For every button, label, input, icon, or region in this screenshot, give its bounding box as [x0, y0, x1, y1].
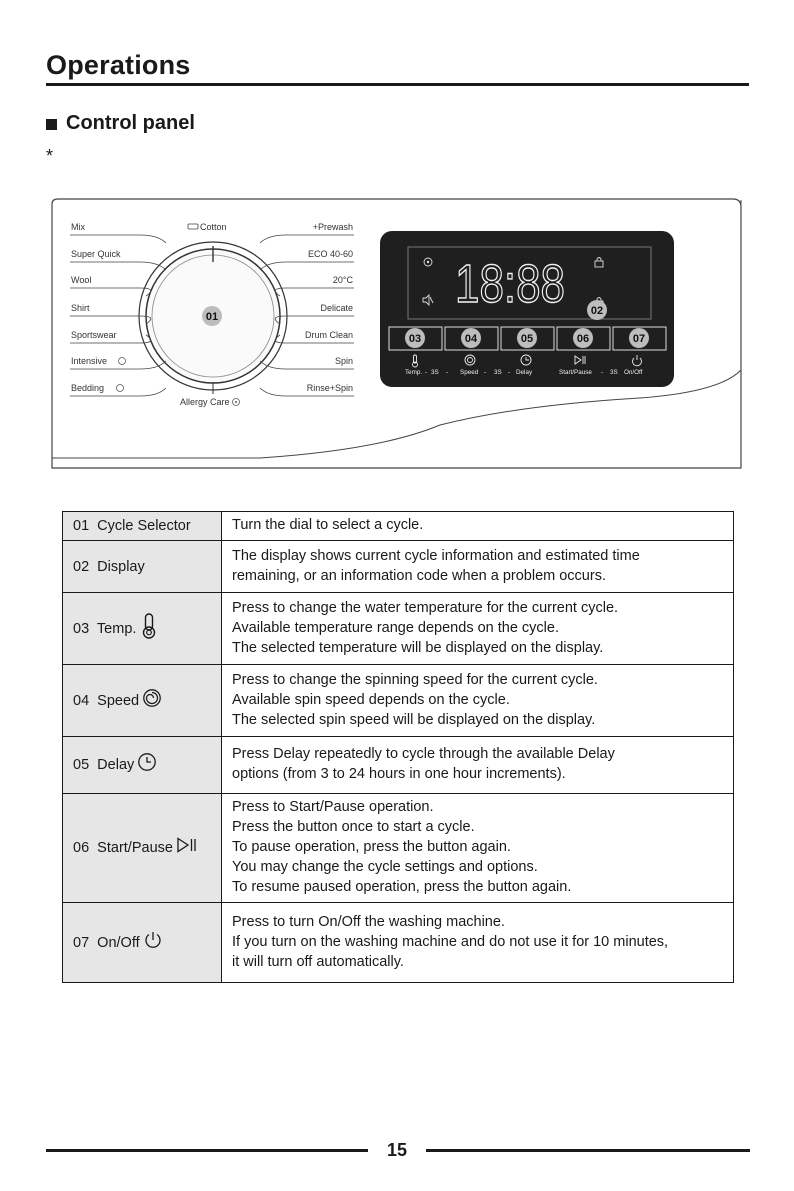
control-description-cell	[222, 512, 734, 541]
program-label: 20°C	[332, 275, 353, 285]
description-line: Press Delay repeatedly to cycle through the available Delay	[232, 746, 615, 762]
speed-label: Speed	[460, 369, 479, 376]
program-label: Sportswear	[71, 330, 117, 340]
description-line: remaining, or an information code when a problem occurs.	[232, 567, 606, 584]
control-label: 05 Delay	[73, 756, 135, 773]
footnote-marker: *	[46, 146, 54, 166]
program-label: Intensive	[71, 356, 108, 366]
control-label-cell	[63, 794, 222, 903]
svg-text:-: -	[425, 369, 428, 376]
control-description-cell	[222, 665, 734, 737]
control-description-cell	[222, 541, 734, 593]
control-description-table	[62, 511, 734, 983]
description-line: Press to change the water temperature for the current cycle.	[232, 599, 619, 616]
section-title: Control panel	[66, 112, 195, 134]
control-description-cell	[222, 903, 734, 983]
svg-text:-: -	[601, 369, 604, 376]
callout-01	[202, 306, 222, 326]
steam-icon	[117, 385, 124, 392]
leader-line	[260, 235, 354, 243]
program-label: Bedding	[71, 383, 105, 393]
description-line: Turn the dial to select a cycle.	[232, 517, 424, 533]
description-line: Press the button once to start a cycle.	[232, 819, 475, 835]
callout-number: 06	[576, 333, 590, 345]
description-line: The display shows current cycle information and estimated time	[232, 547, 640, 564]
svg-text:-: -	[508, 369, 511, 376]
leader-line	[260, 262, 354, 270]
control-label-cell	[63, 665, 222, 737]
steam-icon	[119, 358, 126, 365]
program-allergy-care	[180, 397, 240, 407]
control-label: 03 Temp.	[73, 620, 137, 637]
control-label: 01 Cycle Selector	[73, 518, 191, 534]
program-label: Cotton	[200, 222, 227, 232]
control-description-cell	[222, 593, 734, 665]
footer-rule-left	[46, 1149, 368, 1152]
program-label: Wool	[71, 275, 92, 285]
description-line: options (from 3 to 24 hours in one hour increments).	[232, 766, 566, 782]
control-label-cell	[63, 737, 222, 794]
description-line: The selected temperature will be displayed on the display.	[232, 639, 604, 656]
delay-label: Delay	[516, 369, 533, 376]
table-row	[63, 541, 734, 593]
callout-number: 03	[408, 333, 422, 345]
program-label: Mix	[71, 222, 85, 232]
temp-hold-label: 3S	[431, 369, 439, 376]
leader-line	[70, 288, 151, 296]
table-row	[63, 903, 734, 983]
table-row	[63, 665, 734, 737]
svg-text:01: 01	[205, 311, 219, 323]
program-label: Shirt	[71, 303, 90, 313]
callout-number: 04	[464, 333, 478, 345]
control-label: 06 Start/Pause	[73, 839, 173, 856]
description-line: it will turn off automatically.	[232, 953, 404, 970]
leader-line	[70, 235, 166, 243]
svg-text:02: 02	[590, 305, 604, 317]
program-label: Drum Clean	[304, 330, 353, 340]
svg-text:-: -	[446, 369, 449, 376]
power-icon	[143, 930, 163, 956]
description-line: To pause operation, press the button again.	[232, 839, 511, 855]
page-number: 15	[387, 1140, 408, 1160]
speed-hold-label: 3S	[494, 369, 502, 376]
start-pause-label: Start/Pause	[559, 369, 592, 376]
description-line: Available temperature range depends on the cycle.	[232, 619, 560, 636]
leader-line	[70, 262, 166, 270]
svg-text:-: -	[484, 369, 487, 376]
description-line: If you turn on the washing machine and do not use it for 10 minutes,	[232, 933, 669, 950]
description-line: Available spin speed depends on the cycle.	[232, 691, 510, 708]
temp-label: Temp.	[405, 369, 423, 376]
control-label: 02 Display	[73, 558, 145, 575]
display-digits: 18:88	[455, 254, 565, 314]
description-line: Press to change the spinning speed for the current cycle.	[232, 671, 598, 688]
description-line: The selected spin speed will be displayed on the display.	[232, 711, 596, 728]
control-description-cell	[222, 794, 734, 903]
callout-number: 05	[520, 333, 534, 345]
allergy-care-icon	[233, 399, 240, 406]
control-label: 04 Speed	[73, 692, 140, 709]
table-row	[63, 737, 734, 794]
control-label-cell	[63, 903, 222, 983]
program-label: Delicate	[320, 303, 353, 313]
table-row	[63, 512, 734, 541]
description-line: Press to Start/Pause operation.	[232, 799, 434, 815]
program-label: Super Quick	[71, 249, 121, 259]
table-row	[63, 794, 734, 903]
callout-02	[587, 300, 607, 320]
thermometer-icon	[139, 612, 159, 646]
page-title: Operations	[46, 50, 191, 80]
clock-icon	[137, 752, 157, 778]
table-row	[63, 593, 734, 665]
program-label: Rinse+Spin	[306, 383, 353, 393]
program-cotton	[188, 222, 227, 232]
program-label: Allergy Care	[180, 397, 230, 407]
control-label: 07 On/Off	[73, 934, 140, 951]
program-label: ECO 40-60	[307, 249, 353, 259]
control-label-cell	[63, 593, 222, 665]
description-line: To resume paused operation, press the button again.	[232, 879, 572, 895]
play-pause-icon	[176, 837, 198, 859]
control-label-cell	[63, 541, 222, 593]
program-label: Spin	[334, 356, 353, 366]
start-pause-hold-label: 3S	[610, 369, 618, 376]
callout-number: 07	[632, 333, 646, 345]
description-line: Press to turn On/Off the washing machine.	[232, 913, 505, 930]
program-label: +Prewash	[312, 222, 353, 232]
footer-rule-right	[426, 1149, 750, 1152]
spin-speed-icon	[142, 688, 162, 714]
control-label-cell	[63, 512, 222, 541]
control-panel-illustration	[0, 0, 794, 500]
display-module	[380, 231, 674, 387]
description-line: You may change the cycle settings and options.	[232, 859, 538, 875]
leader-line	[275, 288, 354, 296]
on-off-label: On/Off	[624, 369, 643, 376]
control-description-cell	[222, 737, 734, 794]
